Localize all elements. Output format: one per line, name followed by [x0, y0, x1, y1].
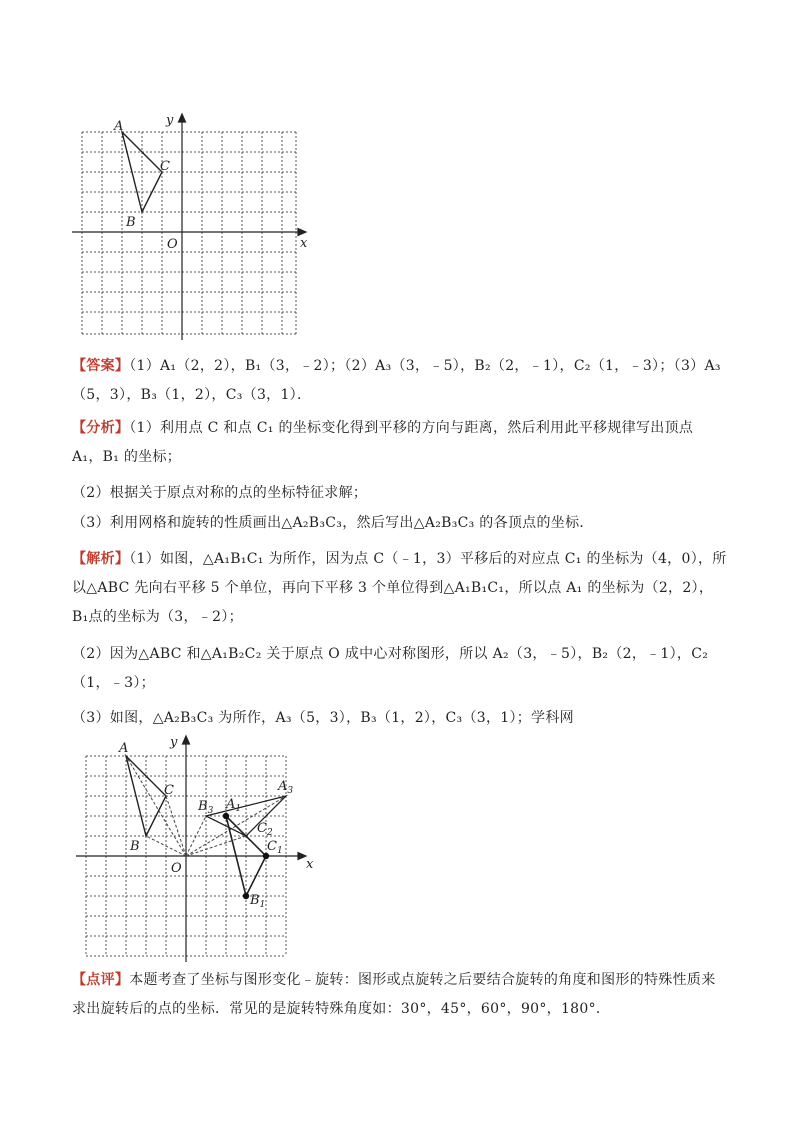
solution-part-3: （3）如图，△A₂B₃C₃ 为所作，A₃（5，3），B₃（1，2），C₃（3，1）；学科网	[72, 710, 574, 726]
label-b: B	[130, 839, 140, 854]
solution-paragraph-1	[72, 545, 728, 632]
label-b1: $B_1$	[250, 893, 266, 910]
point-b1	[243, 893, 249, 899]
solution-tag: 【解析】	[72, 551, 130, 567]
label-x-axis: x	[306, 857, 314, 872]
label-b: B	[126, 215, 136, 230]
label-x-axis: x	[300, 236, 308, 251]
label-c: C	[164, 783, 174, 798]
solution-part-1: （1）如图，△A₁B₁C₁ 为所作，因为点 C（﹣1，3）平移后的对应点 C₁ 的坐标为（4，0），所以△ABC 先向右平移 5 个单位，再向下平移 3 个单位得到△A₁B₁C₁，所以点 A₁ 的坐标为（2，2），B₁点的坐标为（3，﹣2）；	[72, 551, 727, 625]
label-c1: $C_1$	[267, 839, 283, 856]
analysis-line-2: （2）根据关于原点对称的点的坐标特征求解；	[72, 485, 368, 501]
analysis-paragraph-3	[72, 509, 728, 538]
analysis-line-1: （1）利用点 C 和点 C₁ 的坐标变化得到平移的方向与距离，然后利用此平移规律写出顶点 A₁，B₁ 的坐标；	[72, 420, 694, 465]
label-a: A	[114, 119, 124, 134]
solution-part-2: （2）因为△ABC 和△A₁B₂C₂ 关于原点 O 成中心对称图形，所以 A₂（3，﹣5），B₂（2，﹣1），C₂（1，﹣3）；	[72, 646, 709, 691]
comment-paragraph	[72, 966, 728, 1024]
label-b3: $B_3$	[198, 799, 214, 816]
point-a1	[223, 813, 229, 819]
analysis-paragraph-1	[72, 414, 728, 472]
answer-paragraph	[72, 352, 728, 410]
figure-1-coordinate-grid	[70, 110, 315, 342]
label-c2: $C_2$	[257, 821, 273, 838]
analysis-line-3: （3）利用网格和旋转的性质画出△A₂B₃C₃，然后写出△A₂B₃C₃ 的各顶点的坐标．	[72, 515, 594, 531]
solution-paragraph-2	[72, 640, 728, 698]
analysis-tag: 【分析】	[72, 420, 130, 436]
analysis-paragraph-2	[72, 479, 728, 508]
label-a: A	[119, 741, 129, 756]
label-y-axis: y	[170, 735, 178, 750]
label-y-axis: y	[166, 113, 174, 128]
figure-2-coordinate-grid	[74, 732, 318, 964]
label-origin: O	[167, 237, 178, 252]
answer-tag: 【答案】	[72, 358, 130, 374]
label-a3: $A_3$	[278, 779, 294, 796]
answer-text: （1）A₁（2，2），B₁（3，﹣2）；（2）A₃（3，﹣5），B₂（2，﹣1），C₂（1，﹣3）；（3）A₃（5，3），B₃（1，2），C₃（3，1）．	[72, 358, 721, 403]
label-c: C	[160, 159, 170, 174]
comment-text: 本题考查了坐标与图形变化﹣旋转：图形或点旋转之后要结合旋转的角度和图形的特殊性质来求出旋转后的点的坐标．常见的是旋转特殊角度如：30°，45°，60°，90°，180°．	[72, 972, 716, 1017]
label-origin: O	[171, 861, 182, 876]
comment-tag: 【点评】	[72, 972, 130, 988]
label-a1: $A_1$	[226, 797, 242, 814]
solution-paragraph-3	[72, 704, 728, 733]
